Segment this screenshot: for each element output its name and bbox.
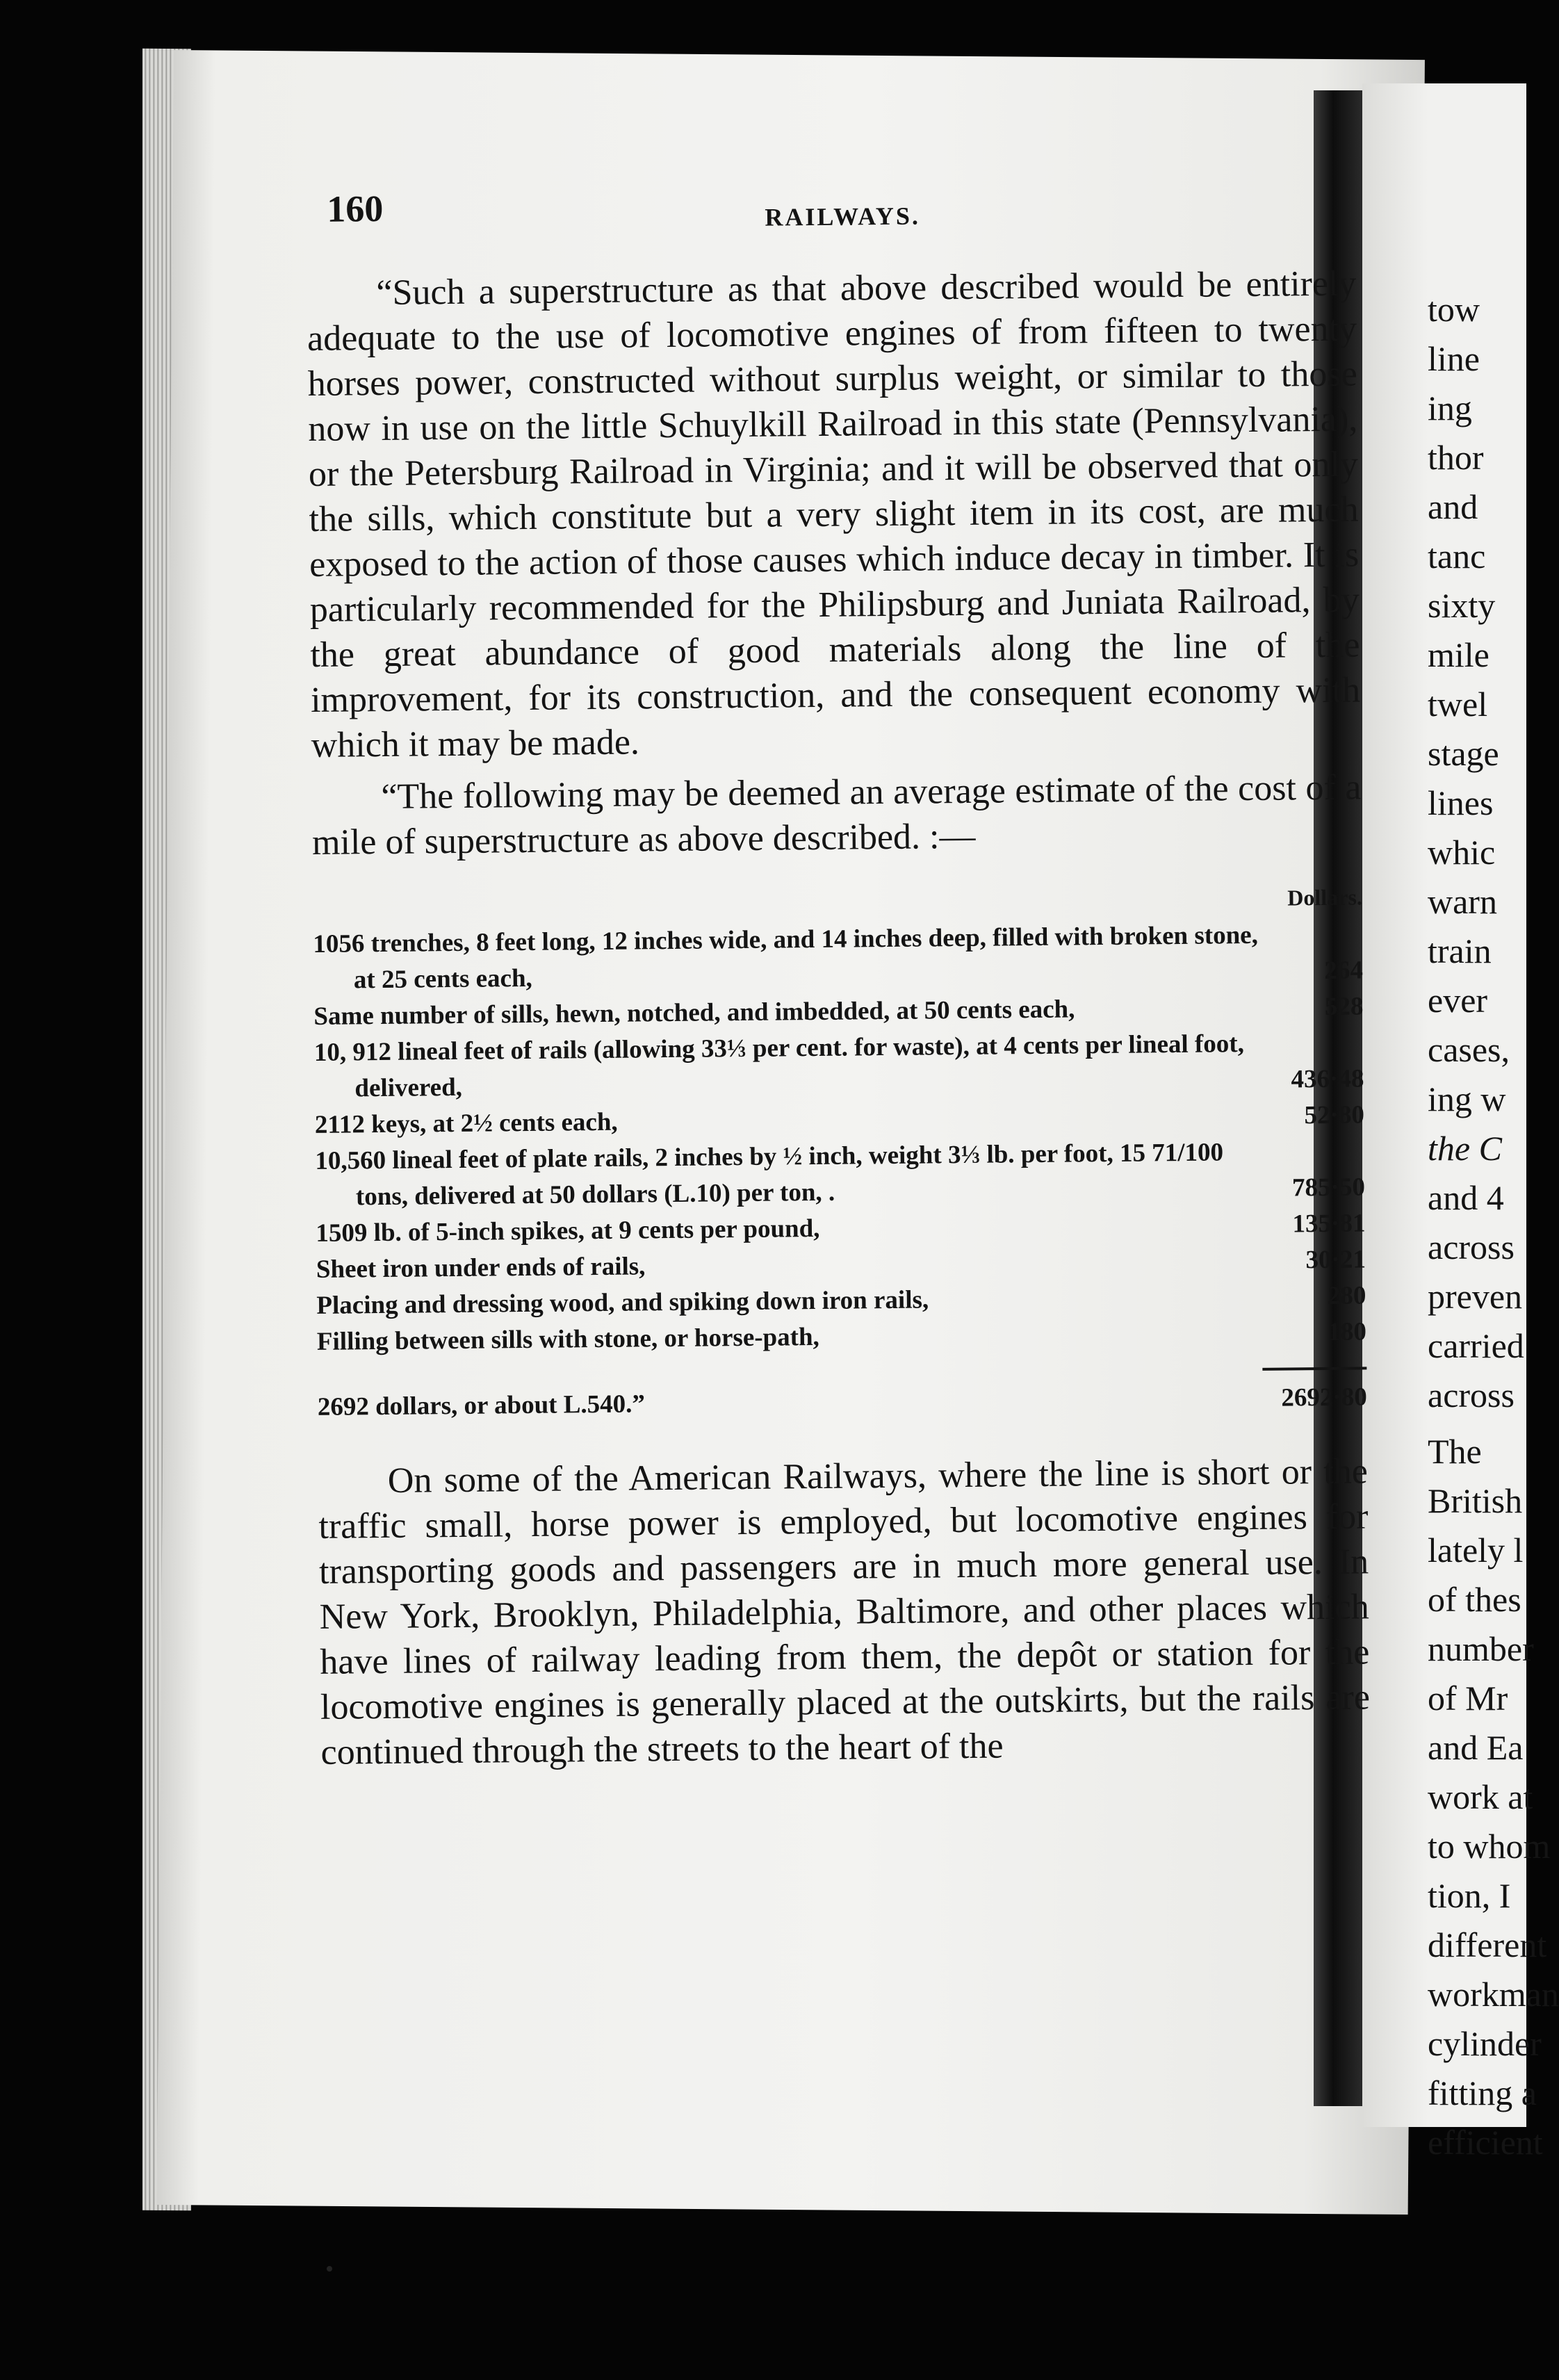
cost-item-description: 10, 912 lineal feet of rails (allowing 33⅓ per cent. for waste), at 4 cents per lineal foot, delivered, [313, 1029, 1245, 1103]
cost-item-value: 30·21 [1305, 1245, 1366, 1275]
dollars-column-header: Dollars. [1287, 884, 1363, 911]
cost-item-description: 10,560 lineal feet of plate rails, 2 inches by ½ inch, weight 3⅓ lb. per foot, 15 71/100 tons, delivered at 50 dollars (L.10) per ton, . [315, 1138, 1224, 1212]
facing-page-line: number [1428, 1629, 1534, 1668]
total-value: 2692·80 [1281, 1383, 1367, 1412]
cost-item-value: 52·80 [1304, 1100, 1365, 1130]
cost-rows [313, 916, 1366, 1360]
cost-estimate-table [313, 879, 1367, 1425]
cost-item-description: 1056 trenches, 8 feet long, 12 inches wide, and 14 inches deep, filled with broken stone, at 25 cents each, [313, 920, 1259, 995]
facing-page [1362, 83, 1559, 2162]
cost-row [315, 1133, 1365, 1215]
facing-page-line: preven [1428, 1277, 1523, 1316]
cost-item-description: Placing and dressing wood, and spiking down iron rails, [316, 1285, 929, 1320]
facing-page-line: the C [1428, 1129, 1502, 1168]
facing-page-line: tanc [1428, 537, 1486, 576]
cost-item-description: Sheet iron under ends of rails, [316, 1252, 646, 1284]
facing-page-line: of Mr [1428, 1679, 1508, 1718]
facing-page-line: of thes [1428, 1580, 1521, 1619]
total-rule [1262, 1367, 1366, 1370]
paragraph-superstructure: “Such a superstructure as that above described would be entirely adequate to the use of locomotive engines of from fifteen to twenty horses power, constructed without surplus weight, or similar to those now in use on the little Schuylkill Railroad in this state (Pennsylvania), or the Petersburg Railroad in Virginia; and it will be observed that only the sills, which constitute but a very slight item in its cost, are much exposed to the action of those causes which induce decay in timber. It is particularly recommended for the Philipsburg and Juniata Railroad, by the great abundance of good materials along the line of the improvement, for its construction, and the consequent economy with which it may be made. [307, 263, 1361, 765]
facing-page-line: tion, I [1428, 1876, 1511, 1915]
facing-page-line: efficient [1428, 2123, 1543, 2162]
facing-page-line: train [1428, 931, 1492, 970]
facing-page-line: cases, [1428, 1030, 1510, 1069]
facing-page-line: different [1428, 1925, 1547, 1964]
paragraph-american-railways: On some of the American Railways, where the line is short or the traffic small, horse power is employed, but locomotive engines for transporting goods and passengers are in much more general use. In New York, Brooklyn, Philadelphia, Baltimore, and other places which have lines of railway leading from them, the depôt or station for the locomotive engines is generally placed at the outskirts, but the rails are continued through the streets to the heart of the [318, 1451, 1371, 1772]
cost-item-description: 2112 keys, at 2½ cents each, [314, 1107, 618, 1139]
facing-page-line: line [1428, 339, 1480, 378]
facing-page-line: whic [1428, 833, 1496, 872]
facing-page-line: tow [1428, 290, 1480, 329]
running-head: RAILWAYS. [765, 202, 921, 231]
facing-page-line: and Ea [1428, 1728, 1524, 1767]
facing-page-line: and [1428, 487, 1478, 526]
facing-page-line: lines [1428, 783, 1494, 822]
cost-row [313, 916, 1363, 998]
paragraph-estimate-intro: “The following may be deemed an average estimate of the cost of a mile of superstructure as above described. :— [311, 767, 1362, 863]
facing-page-line: British [1428, 1481, 1523, 1520]
facing-page-line: stage [1428, 734, 1499, 773]
facing-page-line: warn [1428, 882, 1497, 921]
facing-page-line: to whom [1428, 1827, 1551, 1866]
cost-item-value: 785·50 [1291, 1173, 1366, 1203]
facing-page-line: work at [1428, 1777, 1533, 1816]
cost-item-value: 180 [1328, 1317, 1367, 1346]
facing-page-line: ever [1428, 981, 1488, 1020]
cost-item-description: 1509 lb. of 5-inch spikes, at 9 cents per pound, [316, 1214, 820, 1248]
facing-page-line: mile [1428, 635, 1489, 674]
facing-page-line: The [1428, 1432, 1482, 1471]
facing-page-line: sixty [1428, 586, 1496, 625]
cost-item-description: Same number of sills, hewn, notched, and imbedded, at 50 cents each, [313, 995, 1075, 1031]
page-content [306, 178, 1374, 2120]
facing-page-line: ing [1428, 389, 1472, 427]
scan-speck [327, 2266, 332, 2272]
facing-page-line: thor [1428, 438, 1484, 477]
cost-item-description: Filling between sills with stone, or horse-path, [316, 1322, 820, 1356]
cost-item-value: 135·81 [1292, 1209, 1366, 1239]
cost-row [314, 1025, 1364, 1107]
cost-item-value: 264 [1324, 956, 1364, 985]
facing-page-line: ing w [1428, 1079, 1506, 1118]
facing-page-line: across [1428, 1376, 1515, 1415]
facing-page-line: workman [1428, 1975, 1559, 2014]
facing-page-line: carried [1428, 1326, 1524, 1365]
facing-page-line: lately l [1428, 1531, 1524, 1570]
facing-page-line: fitting a [1428, 2073, 1537, 2112]
total-label: 2692 dollars, or about L.540.” [317, 1389, 646, 1421]
cost-item-value: 528 [1324, 992, 1364, 1021]
facing-page-line: and 4 [1428, 1178, 1504, 1217]
cost-item-value: 280 [1327, 1281, 1366, 1310]
facing-page-line: cylinder [1428, 2024, 1542, 2063]
facing-page-line: twel [1428, 685, 1488, 724]
page-header [306, 178, 1356, 271]
total-row [318, 1379, 1367, 1425]
facing-page-line: across [1428, 1228, 1515, 1266]
cost-item-value: 436·48 [1291, 1064, 1364, 1094]
page-number: 160 [327, 187, 384, 230]
